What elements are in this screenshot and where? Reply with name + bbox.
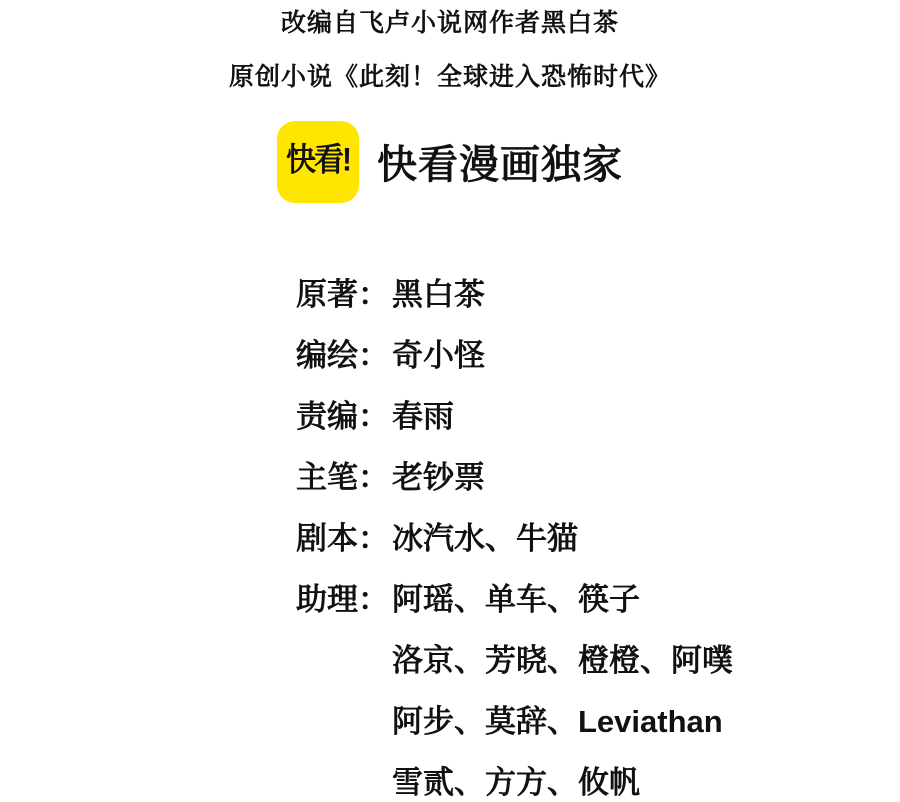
attribution-block — [0, 0, 900, 91]
credit-value: 春雨 — [392, 398, 454, 434]
attribution-line-2: 原创小说《此刻！全球进入恐怖时代》 — [228, 63, 671, 92]
credit-value: 奇小怪 — [392, 337, 485, 373]
credit-label: 主笔： — [296, 459, 389, 495]
attribution-line-1: 改编自飞卢小说网作者黑白茶 — [280, 9, 619, 37]
credit-value: 老钞票 — [392, 459, 485, 495]
kuaikan-logo-icon — [277, 121, 359, 203]
credit-value: 阿瑶、单车、筷子 — [392, 581, 640, 617]
credit-value: 冰汽水、牛猫 — [392, 520, 578, 556]
credits-block — [0, 269, 900, 802]
credit-label: 助理： — [296, 581, 389, 617]
brand-name: 快看漫画独家 — [377, 143, 623, 187]
credit-label: 编绘： — [296, 337, 389, 373]
credit-continuation: 雪贰、方方、攸帆 — [392, 764, 640, 800]
credit-row — [296, 269, 900, 314]
brand-row — [0, 121, 900, 203]
credit-label: 原著： — [296, 276, 389, 312]
credit-continuation: 阿步、莫辞、Leviathan — [392, 703, 723, 739]
credit-label: 剧本： — [296, 520, 389, 556]
credit-value: 黑白茶 — [392, 276, 485, 312]
credit-row — [296, 513, 900, 558]
credit-row — [296, 391, 900, 436]
credit-row — [296, 330, 900, 375]
logo-text: 快看! — [286, 142, 350, 178]
credit-label: 责编： — [296, 398, 389, 434]
credit-row — [296, 452, 900, 497]
credit-continuation: 洛京、芳晓、橙橙、阿噗 — [392, 642, 733, 678]
credit-row — [296, 574, 900, 619]
